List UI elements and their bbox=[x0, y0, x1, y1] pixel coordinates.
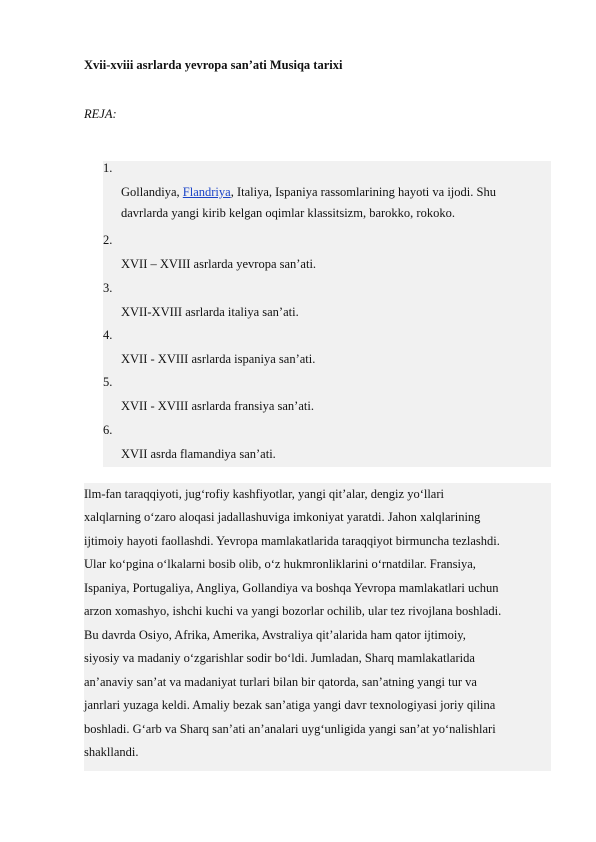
flandriya-link[interactable]: Flandriya bbox=[182, 185, 231, 199]
plan-item-number: 3. bbox=[103, 281, 113, 295]
document-title: Xvii-xviii asrlarda yevropa san’ati Musiqa tarixi bbox=[84, 58, 343, 72]
body-paragraph bbox=[84, 483, 564, 764]
plan-item-number: 5. bbox=[103, 375, 113, 389]
plan-item-number: 1. bbox=[103, 161, 113, 175]
body-line: janrlari yuzaga keldi. Amaliy bezak san’atiga yangi davr texnologiyasi joriy qilina bbox=[84, 698, 496, 713]
plan-item-line: XVII – XVIII asrlarda yevropa san’ati. bbox=[121, 257, 317, 271]
plan-item-line bbox=[121, 182, 551, 203]
plan-item-line: XVII - XVIII asrlarda ispaniya san’ati. bbox=[121, 352, 316, 366]
plan-item-text-before-link: Gollandiya, bbox=[121, 185, 183, 199]
plan-item-line: XVII-XVIII asrlarda italiya san’ati. bbox=[121, 305, 299, 319]
plan-item-text bbox=[121, 302, 551, 323]
body-line: Bu davrda Osiyo, Afrika, Amerika, Avstraliya qit’alarida ham qator ijtimoiy, bbox=[84, 627, 466, 642]
plan-heading: REJA: bbox=[84, 107, 117, 121]
plan-item-text bbox=[121, 254, 551, 275]
plan-item-number: 6. bbox=[103, 423, 113, 437]
body-line: arzon xomashyo, ishchi kuchi va yangi bozorlar ochilib, ular tez rivojlana boshladi. bbox=[84, 604, 502, 619]
body-line: an’anaviy san’at va madaniyat turlari bilan bir qatorda, san’atning yangi tur va bbox=[84, 674, 477, 689]
body-line: boshladi. G‘arb va Sharq san’ati an’analari uyg‘unligida yangi san’at yo‘nalishlari bbox=[84, 721, 496, 736]
body-line: Ispaniya, Portugaliya, Angliya, Gollandiya va boshqa Yevropa mamlakatlari uchun bbox=[84, 580, 499, 595]
plan-item-text-after-link: , Italiya, Ispaniya rassomlarining hayoti va ijodi. Shu bbox=[230, 185, 496, 199]
plan-item-number: 2. bbox=[103, 233, 113, 247]
body-line: ijtimoiy hayoti faollashdi. Yevropa mamlakatlarida taraqqiyot birmuncha tezlashdi. bbox=[84, 533, 500, 548]
plan-item-line: XVII - XVIII asrlarda fransiya san’ati. bbox=[121, 399, 314, 413]
body-line: shakllandi. bbox=[84, 744, 139, 759]
body-line: siyosiy va madaniy o‘zgarishlar sodir bo‘ldi. Jumladan, Sharq mamlakatlarida bbox=[84, 651, 475, 666]
plan-item-line: davrlarda yangi kirib kelgan oqimlar klassitsizm, barokko, rokoko. bbox=[121, 206, 455, 220]
plan-item-text bbox=[121, 349, 551, 370]
plan-item-text bbox=[121, 444, 551, 465]
plan-item-line: XVII asrda flamandiya san’ati. bbox=[121, 447, 276, 461]
plan-item-text bbox=[121, 182, 551, 224]
body-line: Ilm-fan taraqqiyoti, jug‘rofiy kashfiyotlar, yangi qit’alar, dengiz yo‘llari bbox=[84, 487, 444, 501]
body-line: xalqlarning o‘zaro aloqasi jadallashuviga imkoniyat yaratdi. Jahon xalqlarining bbox=[84, 510, 481, 525]
body-line: Ular ko‘pgina o‘lkalarni bosib olib, o‘z hukmronliklarini o‘rnatdilar. Fransiya, bbox=[84, 557, 476, 572]
plan-item-number: 4. bbox=[103, 328, 113, 342]
plan-item-text bbox=[121, 396, 551, 417]
